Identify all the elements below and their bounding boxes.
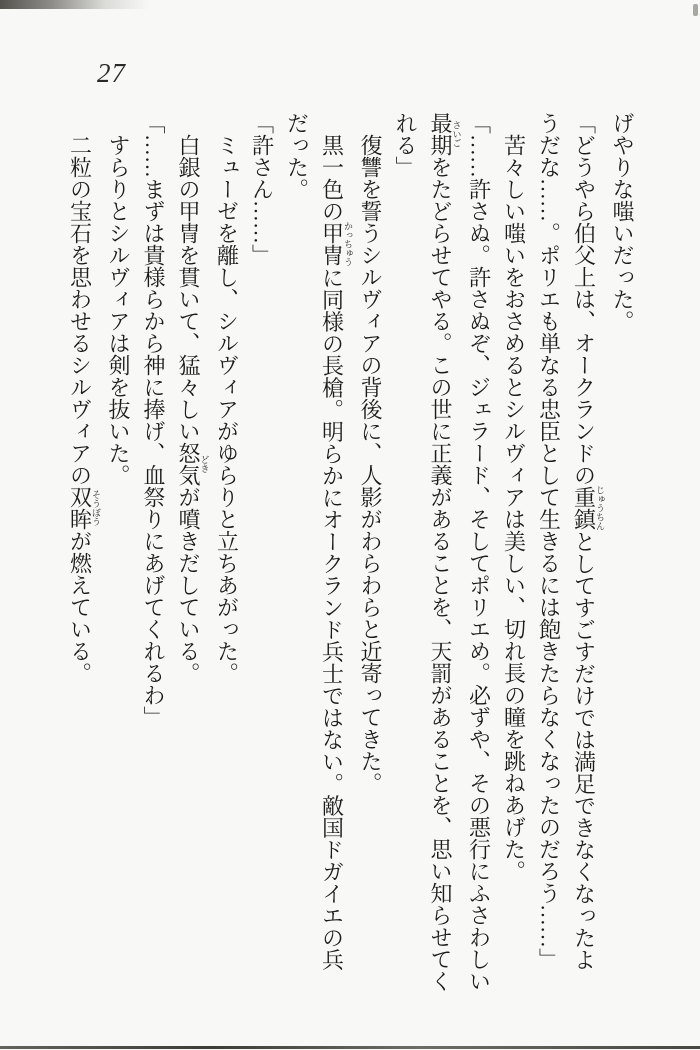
text-line: だった。: [284, 112, 310, 200]
scan-artifact-bottom-edge: [0, 1046, 700, 1049]
text-line: げやりな嗤いだった。: [610, 112, 635, 332]
text-line: 最期さいごをたどらせてやる。この世に正義があることを、天罰があることを、思い知らせてく: [428, 112, 462, 992]
page-number: 27: [97, 58, 126, 88]
text-line: れる」: [393, 112, 418, 178]
text-line: ミューゼを離し、シルヴィアがゆらりと立ちあがった。: [214, 134, 240, 684]
text-line: 「許さん……」: [249, 112, 275, 266]
furigana-ruby: 甲冑かっちゅう: [319, 221, 353, 267]
text-line: 復讐を誓うシルヴィアの背後に、人影がわらわらと近寄ってきた。: [358, 134, 383, 794]
furigana-ruby: 最期さいご: [428, 112, 462, 156]
scan-artifact-top-left: [0, 0, 150, 9]
text-line: 白銀の甲冑を貫いて、猛々しい怒気どきが噴きだしている。: [176, 134, 210, 684]
furigana-ruby: 重鎮じゅうちん: [571, 485, 605, 531]
furigana-ruby: 怒気どき: [176, 442, 210, 486]
text-line: 黒一色の甲冑かっちゅうに同様の長槍。明らかにオークランド兵士ではない。敵国ドガイエの兵: [319, 134, 353, 971]
text-line: 二粒の宝石を思わせるシルヴィアの双眸そうぼうが燃えている。: [67, 134, 101, 684]
text-line: うだな……。ポリエも単なる忠臣として生きるには飽きたらなくなったのだろう……」: [536, 112, 562, 970]
text-line: 苦々しい嗤いをおさめるとシルヴィアは美しい、切れ長の瞳を跳ねあげた。: [501, 134, 527, 882]
text-line: 「……まずは貴様らから神に捧げ、血祭りにあげてくれるわ」: [141, 112, 166, 728]
text-line: すらりとシルヴィアは剣を抜いた。: [106, 134, 131, 486]
text-line: 「……許さぬ。許さぬぞ、ジェラード、そしてポリエめ。必ずや、その悪行にふさわしい: [466, 112, 492, 992]
text-line: 「どうやら伯父上は、オークランドの重鎮じゅうちんとしてすごすだけでは満足できなくなったよ: [571, 112, 605, 971]
vertical-text-block: [63, 112, 641, 1014]
scan-artifact-top-right: [693, 4, 698, 16]
furigana-ruby: 双眸そうぼう: [67, 486, 101, 530]
